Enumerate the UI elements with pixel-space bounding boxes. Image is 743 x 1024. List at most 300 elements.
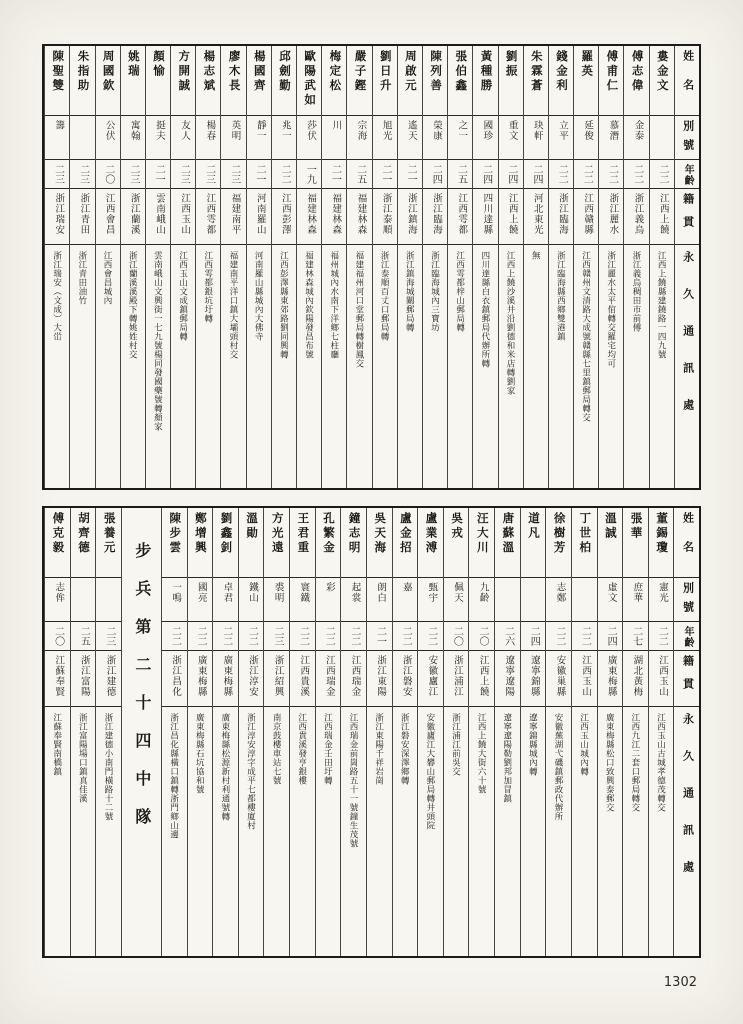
alias-cell: 裘明 bbox=[264, 578, 289, 622]
person-column bbox=[598, 46, 623, 488]
native-place-cell: 江西贛縣 bbox=[574, 189, 598, 245]
alias-cell: 挺夫 bbox=[146, 116, 170, 160]
address-cell: 浙江臨海城內三寶坊 bbox=[430, 251, 441, 332]
native-place-cell: 浙江富陽 bbox=[71, 651, 96, 707]
alias-cell: 卓君 bbox=[213, 578, 238, 622]
person-column bbox=[545, 508, 571, 956]
person-column bbox=[95, 508, 121, 956]
person-column bbox=[70, 508, 96, 956]
header-address: 永久通訊處 bbox=[681, 251, 694, 436]
alias-cell: 宗海 bbox=[347, 116, 371, 160]
address-cell: 浙江蘭溪溪殿下轉姚姓村交 bbox=[128, 251, 139, 359]
alias-cell: 志鄭 bbox=[546, 578, 571, 622]
age-cell: 二二 bbox=[574, 160, 598, 189]
name-cell: 道凡 bbox=[521, 508, 546, 578]
alias-cell: 甄宇 bbox=[418, 578, 443, 622]
native-place-cell: 浙江臨海 bbox=[423, 189, 447, 245]
address-cell: 廣東梅縣松源新村利通號轉 bbox=[220, 713, 231, 821]
person-column bbox=[120, 46, 145, 488]
person-column bbox=[648, 508, 674, 956]
age-cell: 二二 bbox=[272, 160, 296, 189]
alias-cell: 兆一 bbox=[272, 116, 296, 160]
name-cell: 邱劍勤 bbox=[272, 46, 296, 116]
age-cell: 二二 bbox=[162, 622, 187, 651]
age-cell: 一九 bbox=[297, 160, 321, 189]
native-place-cell: 浙江建德 bbox=[96, 651, 121, 707]
name-cell: 廖木長 bbox=[221, 46, 245, 116]
name-cell: 盧金招 bbox=[393, 508, 418, 578]
alias-cell: 志侔 bbox=[45, 578, 70, 622]
alias-cell: 鐵山 bbox=[239, 578, 264, 622]
native-place-cell: 廣東梅縣 bbox=[188, 651, 213, 707]
person-column bbox=[195, 46, 220, 488]
native-place-cell: 江西玉山 bbox=[649, 651, 674, 707]
address-cell: 江西玉山城內轉 bbox=[579, 713, 590, 776]
alias-cell: 嘉 bbox=[393, 578, 418, 622]
name-cell: 張養元 bbox=[96, 508, 121, 578]
native-place-cell: 浙江義烏 bbox=[624, 189, 648, 245]
alias-cell: 佩天 bbox=[444, 578, 469, 622]
alias-cell bbox=[650, 116, 674, 160]
address-cell: 江西貴溪發亨銀樓 bbox=[297, 713, 308, 785]
alias-cell: 遙天 bbox=[398, 116, 422, 160]
address-cell: 遼寧遼陽勒劉邦加冒鎮 bbox=[502, 713, 513, 803]
age-cell: 二四 bbox=[423, 160, 447, 189]
address-cell: 浙江浦江前吳交 bbox=[451, 713, 462, 776]
native-place-cell: 福建林森 bbox=[297, 189, 321, 245]
address-cell: 江西玉山古城孝德茂轉交 bbox=[656, 713, 667, 812]
age-cell: 二三 bbox=[121, 160, 145, 189]
address-cell: 江西會昌城內 bbox=[103, 251, 114, 305]
header-column bbox=[674, 46, 699, 488]
address-cell: 廣東梅縣石坑協和號 bbox=[195, 713, 206, 794]
person-column bbox=[573, 46, 598, 488]
address-cell: 浙江磐安深澤鄉轉 bbox=[400, 713, 411, 785]
native-place-cell: 浙江昌化 bbox=[162, 651, 187, 707]
alias-cell: 一鳴 bbox=[162, 578, 187, 622]
name-cell: 張伯鑫 bbox=[448, 46, 472, 116]
name-cell: 梅定松 bbox=[322, 46, 346, 116]
name-cell: 劉振 bbox=[499, 46, 523, 116]
person-column bbox=[366, 508, 392, 956]
alias-cell: 立平 bbox=[549, 116, 573, 160]
native-place-cell: 湖北黃梅 bbox=[623, 651, 648, 707]
name-cell: 錢金利 bbox=[549, 46, 573, 116]
native-place-cell: 江西玉山 bbox=[171, 189, 195, 245]
header-age: 年齡 bbox=[675, 160, 699, 189]
person-column bbox=[340, 508, 366, 956]
name-cell: 羅英 bbox=[574, 46, 598, 116]
address-cell: 江西瑞金壬田圩轉 bbox=[323, 713, 334, 785]
age-cell: 二二 bbox=[546, 622, 571, 651]
age-cell: 二一 bbox=[373, 160, 397, 189]
person-column bbox=[220, 46, 245, 488]
person-column bbox=[95, 46, 120, 488]
name-cell: 傅甫仁 bbox=[599, 46, 623, 116]
alias-cell bbox=[521, 578, 546, 622]
person-column bbox=[170, 46, 195, 488]
native-place-cell: 江西雩都 bbox=[448, 189, 472, 245]
person-column bbox=[494, 508, 520, 956]
header-address: 永久通訊處 bbox=[681, 713, 694, 898]
alias-cell: 靜一 bbox=[247, 116, 271, 160]
person-column bbox=[443, 508, 469, 956]
alias-cell: 彩 bbox=[316, 578, 341, 622]
person-column bbox=[315, 508, 341, 956]
native-place-cell: 江西彭澤 bbox=[272, 189, 296, 245]
name-cell: 顏愉 bbox=[146, 46, 170, 116]
name-cell: 楊志斌 bbox=[196, 46, 220, 116]
alias-cell: 寰鐵 bbox=[290, 578, 315, 622]
native-place-cell: 安徽巢縣 bbox=[546, 651, 571, 707]
native-place-cell: 江西上饒 bbox=[499, 189, 523, 245]
name-cell: 歐陽武如 bbox=[297, 46, 321, 116]
alias-cell: 楊春 bbox=[196, 116, 220, 160]
age-cell: 二一 bbox=[322, 160, 346, 189]
address-cell: 浙江鎮海城關郵局轉 bbox=[405, 251, 416, 332]
name-cell: 方光遠 bbox=[264, 508, 289, 578]
alias-cell: 之一 bbox=[448, 116, 472, 160]
age-cell: 二二 bbox=[188, 622, 213, 651]
person-column bbox=[289, 508, 315, 956]
address-cell: 江蘇奉賢南橋鎮 bbox=[52, 713, 63, 776]
age-cell: 二五 bbox=[448, 160, 472, 189]
name-cell: 溫誠 bbox=[598, 508, 623, 578]
name-cell: 傅克毅 bbox=[45, 508, 70, 578]
address-cell: 江西雩都梓山郵局轉 bbox=[455, 251, 466, 332]
name-cell: 溫勛 bbox=[239, 508, 264, 578]
age-cell: 二二 bbox=[549, 160, 573, 189]
address-cell: 江西雩都銀坑圩轉 bbox=[203, 251, 214, 323]
name-cell: 陳聖雙 bbox=[45, 46, 69, 116]
alias-cell: 川 bbox=[322, 116, 346, 160]
name-cell: 方開誠 bbox=[171, 46, 195, 116]
age-cell: 二〇 bbox=[45, 622, 70, 651]
person-column bbox=[44, 508, 70, 956]
name-cell: 黃種勝 bbox=[473, 46, 497, 116]
address-cell: 江西玉山文成鎮郵局轉 bbox=[178, 251, 189, 341]
name-cell: 陳列善 bbox=[423, 46, 447, 116]
person-column bbox=[422, 46, 447, 488]
header-name: 姓名 bbox=[675, 46, 699, 116]
alias-cell: 憲光 bbox=[649, 578, 674, 622]
age-cell: 二四 bbox=[499, 160, 523, 189]
age-cell: 二四 bbox=[473, 160, 497, 189]
age-cell: 二二 bbox=[649, 622, 674, 651]
person-column bbox=[372, 46, 397, 488]
person-column bbox=[44, 46, 69, 488]
address-cell: 浙江昌化縣橫口鎮轉浙門鄉山邊 bbox=[169, 713, 180, 839]
address-cell: 浙江建德小南門橫路十二號 bbox=[104, 713, 115, 821]
name-cell: 周啟元 bbox=[398, 46, 422, 116]
name-cell: 唐蘇溫 bbox=[495, 508, 520, 578]
address-cell: 四川達縣白衣鎮郵局代辦所轉 bbox=[480, 251, 491, 368]
native-place-cell: 江西玉山 bbox=[572, 651, 597, 707]
age-cell: 二三 bbox=[264, 622, 289, 651]
alias-cell: 起裳 bbox=[341, 578, 366, 622]
age-cell: 二四 bbox=[598, 622, 623, 651]
age-cell: 二二 bbox=[239, 622, 264, 651]
person-column bbox=[397, 46, 422, 488]
age-cell: 二一 bbox=[146, 160, 170, 189]
alias-cell: 國亮 bbox=[188, 578, 213, 622]
name-cell: 王君重 bbox=[290, 508, 315, 578]
native-place-cell: 雲南峨山 bbox=[146, 189, 170, 245]
age-cell: 二〇 bbox=[96, 160, 120, 189]
native-place-cell: 廣東梅縣 bbox=[213, 651, 238, 707]
age-cell: 二二 bbox=[572, 622, 597, 651]
age-cell: 二四 bbox=[524, 160, 548, 189]
person-column bbox=[571, 508, 597, 956]
age-cell: 二一 bbox=[247, 160, 271, 189]
alias-cell: 朗白 bbox=[367, 578, 392, 622]
person-column bbox=[417, 508, 443, 956]
name-cell: 盧業溥 bbox=[418, 508, 443, 578]
native-place-cell: 安徽廬江 bbox=[418, 651, 443, 707]
name-cell: 吳戎 bbox=[444, 508, 469, 578]
age-cell: 二四 bbox=[521, 622, 546, 651]
native-place-cell: 江西上饒 bbox=[469, 651, 494, 707]
alias-cell: 旭光 bbox=[373, 116, 397, 160]
age-cell: 二五 bbox=[71, 622, 96, 651]
name-cell: 楊國齊 bbox=[247, 46, 271, 116]
native-place-cell: 廣東梅縣 bbox=[598, 651, 623, 707]
alias-cell: 寓翰 bbox=[121, 116, 145, 160]
name-cell: 胡齊德 bbox=[71, 508, 96, 578]
native-place-cell: 福建林森 bbox=[347, 189, 371, 245]
person-column bbox=[622, 508, 648, 956]
person-column bbox=[392, 508, 418, 956]
person-column bbox=[187, 508, 213, 956]
age-cell: 二二 bbox=[599, 160, 623, 189]
address-cell: 浙江泰順百丈口郵局轉 bbox=[380, 251, 391, 341]
address-cell: 浙江富陽場口鎮真佳溪 bbox=[78, 713, 89, 803]
person-column bbox=[548, 46, 573, 488]
header-alias: 別號 bbox=[674, 578, 699, 622]
age-cell: 二〇 bbox=[469, 622, 494, 651]
unit-label-column bbox=[121, 508, 161, 956]
person-column bbox=[69, 46, 94, 488]
native-place-cell: 遼寧遼陽 bbox=[495, 651, 520, 707]
address-cell: 江西彭澤縣東郊路劉同興轉 bbox=[279, 251, 290, 359]
name-cell: 劉鑫釗 bbox=[213, 508, 238, 578]
address-cell: 浙江淳安淳字成平七都樓廈村 bbox=[246, 713, 257, 830]
name-cell: 吳天海 bbox=[367, 508, 392, 578]
native-place-cell: 四川達縣 bbox=[473, 189, 497, 245]
age-cell: 二三 bbox=[45, 160, 69, 189]
address-cell: 南京鼓樓車站七號 bbox=[272, 713, 283, 785]
header-native: 籍貫 bbox=[675, 189, 699, 245]
person-column bbox=[263, 508, 289, 956]
person-column bbox=[271, 46, 296, 488]
address-cell: 安徽廬江大礬山郵局轉井頭院 bbox=[425, 713, 436, 830]
name-cell: 傅志偉 bbox=[624, 46, 648, 116]
address-cell: 福建福州河口堂郵局轉樹鳳交 bbox=[354, 251, 365, 368]
age-cell: 二三 bbox=[196, 160, 220, 189]
age-cell: 二二 bbox=[393, 622, 418, 651]
address-cell: 江西上饒縣建鐃路一四九號 bbox=[657, 251, 668, 359]
age-cell: 二二 bbox=[624, 160, 648, 189]
person-column bbox=[597, 508, 623, 956]
person-column bbox=[321, 46, 346, 488]
age-cell: 二六 bbox=[495, 622, 520, 651]
alias-cell: 金泰 bbox=[624, 116, 648, 160]
person-column bbox=[649, 46, 674, 488]
native-place-cell: 江西瑞金 bbox=[316, 651, 341, 707]
age-cell: 二二 bbox=[213, 622, 238, 651]
roster-table-top bbox=[42, 44, 701, 490]
name-cell: 丁世柏 bbox=[572, 508, 597, 578]
alias-cell: 公伏 bbox=[96, 116, 120, 160]
native-place-cell: 江西貴溪 bbox=[290, 651, 315, 707]
address-cell: 江西瑞金前崗路五十一號鐘生茂號 bbox=[349, 713, 360, 848]
address-cell: 浙江麗水太平倌轉交羅宅均可 bbox=[606, 251, 617, 368]
native-place-cell: 浙江蘭溪 bbox=[121, 189, 145, 245]
address-cell: 河南羅山縣城內大佛寺 bbox=[254, 251, 265, 341]
alias-cell: 延俊 bbox=[574, 116, 598, 160]
address-cell: 浙江臨海縣西鄉雙港鎮 bbox=[556, 251, 567, 341]
alias-cell: 籌 bbox=[45, 116, 69, 160]
person-column bbox=[472, 46, 497, 488]
age-cell: 二三 bbox=[70, 160, 94, 189]
name-cell: 鄭增興 bbox=[188, 508, 213, 578]
alias-cell bbox=[96, 578, 121, 622]
alias-cell: 庶華 bbox=[623, 578, 648, 622]
native-place-cell: 浙江泰順 bbox=[373, 189, 397, 245]
address-cell: 雲南峨山文興街一七九號楊同發國藥號轉顏家 bbox=[153, 251, 164, 431]
name-cell: 朱霖蒼 bbox=[524, 46, 548, 116]
alias-cell: 莎伏 bbox=[297, 116, 321, 160]
address-cell: 浙江青田油竹 bbox=[77, 251, 88, 305]
native-place-cell: 江西雩都 bbox=[196, 189, 220, 245]
age-cell: 二二 bbox=[650, 160, 674, 189]
address-cell: 江西上饒大街六十號 bbox=[477, 713, 488, 794]
header-age: 年齡 bbox=[674, 622, 699, 651]
alias-cell: 英明 bbox=[221, 116, 245, 160]
address-cell: 浙江義烏稠田市前傅 bbox=[631, 251, 642, 332]
native-place-cell: 浙江瑞安 bbox=[45, 189, 69, 245]
header-alias: 別號 bbox=[675, 116, 699, 160]
age-cell: 二三 bbox=[221, 160, 245, 189]
native-place-cell: 浙江紹興 bbox=[264, 651, 289, 707]
name-cell: 徐樹芳 bbox=[546, 508, 571, 578]
address-cell: 無 bbox=[531, 251, 542, 260]
age-cell: 二三 bbox=[96, 622, 121, 651]
header-native: 籍貫 bbox=[674, 651, 699, 707]
person-column bbox=[523, 46, 548, 488]
native-place-cell: 福建林森 bbox=[322, 189, 346, 245]
alias-cell: 國珍 bbox=[473, 116, 497, 160]
native-place-cell: 河北東光 bbox=[524, 189, 548, 245]
native-place-cell: 浙江淳安 bbox=[239, 651, 264, 707]
native-place-cell: 浙江臨海 bbox=[549, 189, 573, 245]
alias-cell: 九齡 bbox=[469, 578, 494, 622]
address-cell: 浙江東陽千祥岩崗 bbox=[374, 713, 385, 785]
name-cell: 婁金文 bbox=[650, 46, 674, 116]
name-cell: 周國欽 bbox=[96, 46, 120, 116]
person-column bbox=[498, 46, 523, 488]
address-cell: 江西九江二套口郵局轉交 bbox=[630, 713, 641, 812]
alias-cell bbox=[495, 578, 520, 622]
age-cell: 二〇 bbox=[444, 622, 469, 651]
address-cell: 福建南平洋口鎮大壩頭村交 bbox=[228, 251, 239, 359]
native-place-cell: 浙江青田 bbox=[70, 189, 94, 245]
age-cell: 二一 bbox=[367, 622, 392, 651]
person-column bbox=[468, 508, 494, 956]
name-cell: 朱指助 bbox=[70, 46, 94, 116]
address-cell: 遼寧錦縣城內轉 bbox=[528, 713, 539, 776]
name-cell: 汪大川 bbox=[469, 508, 494, 578]
name-cell: 姚瑞 bbox=[121, 46, 145, 116]
name-cell: 張華 bbox=[623, 508, 648, 578]
alias-cell: 慕潛 bbox=[599, 116, 623, 160]
native-place-cell: 浙江麗水 bbox=[599, 189, 623, 245]
name-cell: 孔繁金 bbox=[316, 508, 341, 578]
person-column bbox=[238, 508, 264, 956]
person-column bbox=[161, 508, 187, 956]
native-place-cell: 浙江磐安 bbox=[393, 651, 418, 707]
person-column bbox=[296, 46, 321, 488]
age-cell: 二二 bbox=[290, 622, 315, 651]
page-number: 1302 bbox=[663, 975, 697, 990]
age-cell: 二二 bbox=[341, 622, 366, 651]
native-place-cell: 浙江東陽 bbox=[367, 651, 392, 707]
unit-label: 步兵第二十四中隊 bbox=[132, 542, 150, 846]
alias-cell: 重文 bbox=[499, 116, 523, 160]
age-cell: 二二 bbox=[316, 622, 341, 651]
native-place-cell: 江蘇奉賢 bbox=[45, 651, 70, 707]
person-column bbox=[520, 508, 546, 956]
address-cell: 廣東梅縣松口致興泰郵交 bbox=[605, 713, 616, 812]
name-cell: 鐘志明 bbox=[341, 508, 366, 578]
age-cell: 二七 bbox=[623, 622, 648, 651]
name-cell: 陳步雲 bbox=[162, 508, 187, 578]
native-place-cell: 浙江鎮海 bbox=[398, 189, 422, 245]
header-column bbox=[673, 508, 699, 956]
native-place-cell: 江西會昌 bbox=[96, 189, 120, 245]
header-name: 姓名 bbox=[674, 508, 699, 578]
name-cell: 劉日升 bbox=[373, 46, 397, 116]
native-place-cell: 江西瑞金 bbox=[341, 651, 366, 707]
alias-cell: 友人 bbox=[171, 116, 195, 160]
alias-cell bbox=[70, 116, 94, 160]
native-place-cell: 河南羅山 bbox=[247, 189, 271, 245]
alias-cell bbox=[71, 578, 96, 622]
roster-table-bottom bbox=[42, 506, 701, 958]
alias-cell bbox=[572, 578, 597, 622]
person-column bbox=[623, 46, 648, 488]
age-cell: 二五 bbox=[347, 160, 371, 189]
person-column bbox=[246, 46, 271, 488]
person-column bbox=[145, 46, 170, 488]
alias-cell: 玦軒 bbox=[524, 116, 548, 160]
alias-cell: 榮康 bbox=[423, 116, 447, 160]
address-cell: 福建林森城內欽陽發昌布號 bbox=[304, 251, 315, 359]
address-cell: 江西贛州文清路大成號贛縣七里鎮郵局轉交 bbox=[581, 251, 592, 422]
native-place-cell: 福建南平 bbox=[221, 189, 245, 245]
name-cell: 嚴子鏗 bbox=[347, 46, 371, 116]
name-cell: 董錫瓊 bbox=[649, 508, 674, 578]
person-column bbox=[447, 46, 472, 488]
native-place-cell: 遼寧錦縣 bbox=[521, 651, 546, 707]
address-cell: 安徽蕪湖弋磯鎮郵政代辦所 bbox=[554, 713, 565, 821]
address-cell: 福州城內水南下洋鄉七柱廳 bbox=[329, 251, 340, 359]
age-cell: 二一 bbox=[398, 160, 422, 189]
person-column bbox=[212, 508, 238, 956]
address-cell: 江西上饒沙溪井沿劉德和米店轉劉家 bbox=[506, 251, 517, 395]
person-column bbox=[346, 46, 371, 488]
age-cell: 二二 bbox=[418, 622, 443, 651]
